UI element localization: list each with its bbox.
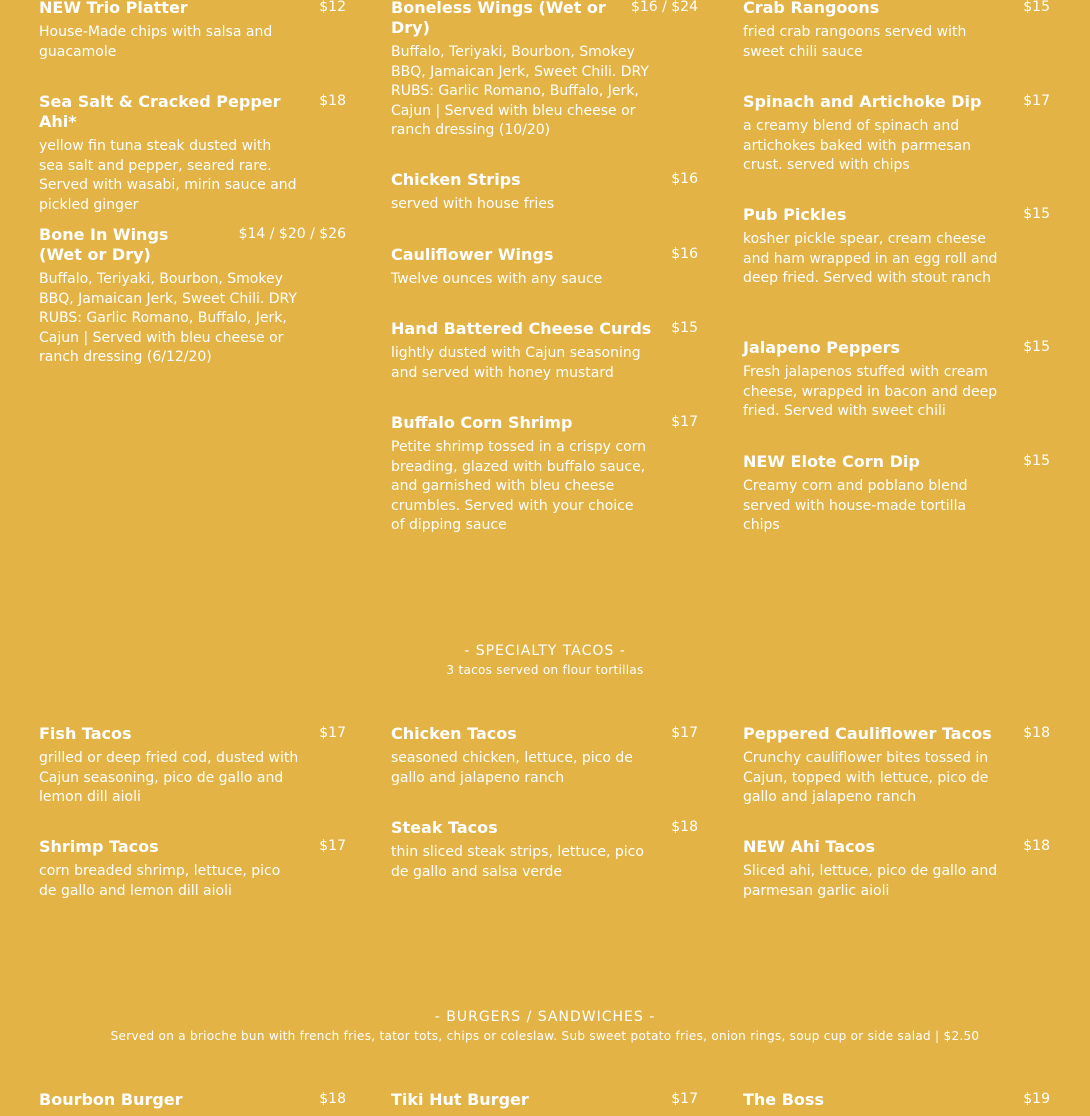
item-price: $16	[671, 171, 698, 187]
item-price: $17	[671, 725, 698, 741]
item-name: Peppered Cauliflower Tacos	[743, 724, 992, 743]
item-name: Bone In Wings (Wet or Dry)	[39, 225, 169, 264]
item-price: $18	[319, 93, 346, 109]
item-price: $19	[1023, 1091, 1050, 1107]
item-name: Steak Tacos	[391, 818, 498, 837]
item-description: Creamy corn and poblano blend served with house-made tortilla chips	[743, 478, 968, 533]
item-name: Tiki Hut Burger	[391, 1090, 529, 1109]
menu-item-cheese-curds	[391, 319, 698, 383]
menu-item-trio-platter	[39, 0, 346, 62]
item-name: Shrimp Tacos	[39, 837, 159, 856]
menu-item-bone-in-wings	[39, 225, 346, 368]
item-name: Chicken Tacos	[391, 724, 517, 743]
section-subtitle: Served on a brioche bun with french fries, tator tots, chips or coleslaw. Sub sweet potato fries, onion rings, soup cup or side salad | $2.50	[110, 1029, 980, 1043]
item-name: Buffalo Corn Shrimp	[391, 413, 573, 432]
item-description: yellow fin tuna steak dusted with sea salt and pepper, seared rare. Served with wasabi, mirin sauce and pickled ginger	[39, 138, 297, 213]
item-name: NEW Ahi Tacos	[743, 837, 876, 856]
menu-item-elote-corn-dip	[743, 452, 1050, 536]
item-description: fried crab rangoons served with sweet chili sauce	[743, 24, 967, 60]
section-title: - SPECIALTY TACOS -	[464, 643, 626, 659]
burgers-section-header	[0, 1008, 1090, 1044]
item-description: grilled or deep fried cod, dusted with Cajun seasoning, pico de gallo and lemon dill aioli	[39, 750, 299, 805]
menu-item-ahi-tacos	[743, 837, 1050, 901]
item-description: seasoned chicken, lettuce, pico de gallo and jalapeno ranch	[391, 750, 633, 786]
item-description: Petite shrimp tossed in a crispy corn breading, glazed with buffalo sauce, and garnished with bleu cheese crumbles. Served with your choice of dipping sauce	[391, 439, 647, 533]
item-name: Sea Salt & Cracked Pepper Ahi*	[39, 92, 281, 131]
item-name: Bourbon Burger	[39, 1090, 183, 1109]
item-description: a creamy blend of spinach and artichokes baked with parmesan crust. served with chips	[743, 118, 971, 173]
menu-item-tiki-hut-burger	[391, 1090, 698, 1110]
menu-item-chicken-strips	[391, 170, 698, 215]
section-subtitle: 3 tacos served on flour tortillas	[446, 663, 644, 677]
item-price: $15	[1023, 453, 1050, 469]
menu-item-sea-salt-ahi	[39, 92, 346, 215]
item-price: $18	[319, 1091, 346, 1107]
item-name: Chicken Strips	[391, 170, 521, 189]
item-price: $17	[671, 1091, 698, 1107]
menu-item-buffalo-corn-shrimp	[391, 413, 698, 536]
item-description: Twelve ounces with any sauce	[391, 271, 603, 287]
item-price: $15	[1023, 206, 1050, 222]
item-description: House-Made chips with salsa and guacamole	[39, 24, 273, 60]
item-price: $17	[319, 725, 346, 741]
item-name: Jalapeno Peppers	[743, 338, 901, 357]
item-price: $17	[1023, 93, 1050, 109]
item-price: $18	[1023, 725, 1050, 741]
menu-item-shrimp-tacos	[39, 837, 346, 901]
item-price: $17	[319, 838, 346, 854]
item-price: $17	[671, 414, 698, 430]
tacos-section-header	[0, 642, 1090, 678]
item-price: $14 / $20 / $26	[238, 226, 346, 242]
item-description: Buffalo, Teriyaki, Bourbon, Smokey BBQ, Jamaican Jerk, Sweet Chili. DRY RUBS: Garlic Romano, Buffalo, Jerk, Cajun | Served with bleu cheese or ranch dressing (6/12/20)	[39, 271, 297, 365]
item-price: $15	[671, 320, 698, 336]
section-title: - BURGERS / SANDWICHES -	[434, 1009, 656, 1025]
item-name: Fish Tacos	[39, 724, 132, 743]
menu-item-boneless-wings	[391, 0, 698, 141]
menu-item-the-boss	[743, 1090, 1050, 1110]
menu-item-fish-tacos	[39, 724, 346, 808]
menu-item-spinach-artichoke-dip	[743, 92, 1050, 176]
item-name: Spinach and Artichoke Dip	[743, 92, 982, 111]
item-price: $15	[1023, 0, 1050, 15]
item-description: Sliced ahi, lettuce, pico de gallo and parmesan garlic aioli	[743, 863, 998, 899]
menu-item-chicken-tacos	[391, 724, 698, 788]
item-name: Cauliflower Wings	[391, 245, 554, 264]
item-price: $18	[1023, 838, 1050, 854]
item-name: The Boss	[743, 1090, 824, 1109]
item-description: served with house fries	[391, 196, 555, 212]
item-description: Buffalo, Teriyaki, Bourbon, Smokey BBQ, Jamaican Jerk, Sweet Chili. DRY RUBS: Garlic Romano, Buffalo, Jerk, Cajun | Served with bleu cheese or ranch dressing (10/20)	[391, 44, 649, 138]
menu-item-jalapeno-peppers	[743, 338, 1050, 422]
menu-item-crab-rangoons	[743, 0, 1050, 62]
menu-item-peppered-cauliflower-tacos	[743, 724, 1050, 808]
item-description: Fresh jalapenos stuffed with cream cheese, wrapped in bacon and deep fried. Served with sweet chili	[743, 364, 998, 419]
menu-item-pub-pickles	[743, 205, 1050, 289]
item-price: $15	[1023, 339, 1050, 355]
menu-item-bourbon-burger	[39, 1090, 346, 1110]
item-price: $18	[671, 819, 698, 835]
item-name: NEW Trio Platter	[39, 0, 188, 17]
item-name: Boneless Wings (Wet or Dry)	[391, 0, 606, 37]
menu-item-steak-tacos	[391, 818, 698, 882]
menu-item-cauliflower-wings	[391, 245, 698, 290]
item-description: thin sliced steak strips, lettuce, pico de gallo and salsa verde	[391, 844, 644, 880]
item-description: Crunchy cauliflower bites tossed in Cajun, topped with lettuce, pico de gallo and jalapeno ranch	[743, 750, 989, 805]
item-name: NEW Elote Corn Dip	[743, 452, 920, 471]
item-name: Crab Rangoons	[743, 0, 880, 17]
item-description: corn breaded shrimp, lettuce, pico de gallo and lemon dill aioli	[39, 863, 281, 899]
item-price: $16	[671, 246, 698, 262]
item-price: $12	[319, 0, 346, 15]
item-name: Pub Pickles	[743, 205, 847, 224]
item-name: Hand Battered Cheese Curds	[391, 319, 652, 338]
item-description: lightly dusted with Cajun seasoning and served with honey mustard	[391, 345, 641, 381]
item-price: $16 / $24	[630, 0, 698, 15]
item-description: kosher pickle spear, cream cheese and ham wrapped in an egg roll and deep fried. Served with stout ranch	[743, 231, 998, 286]
